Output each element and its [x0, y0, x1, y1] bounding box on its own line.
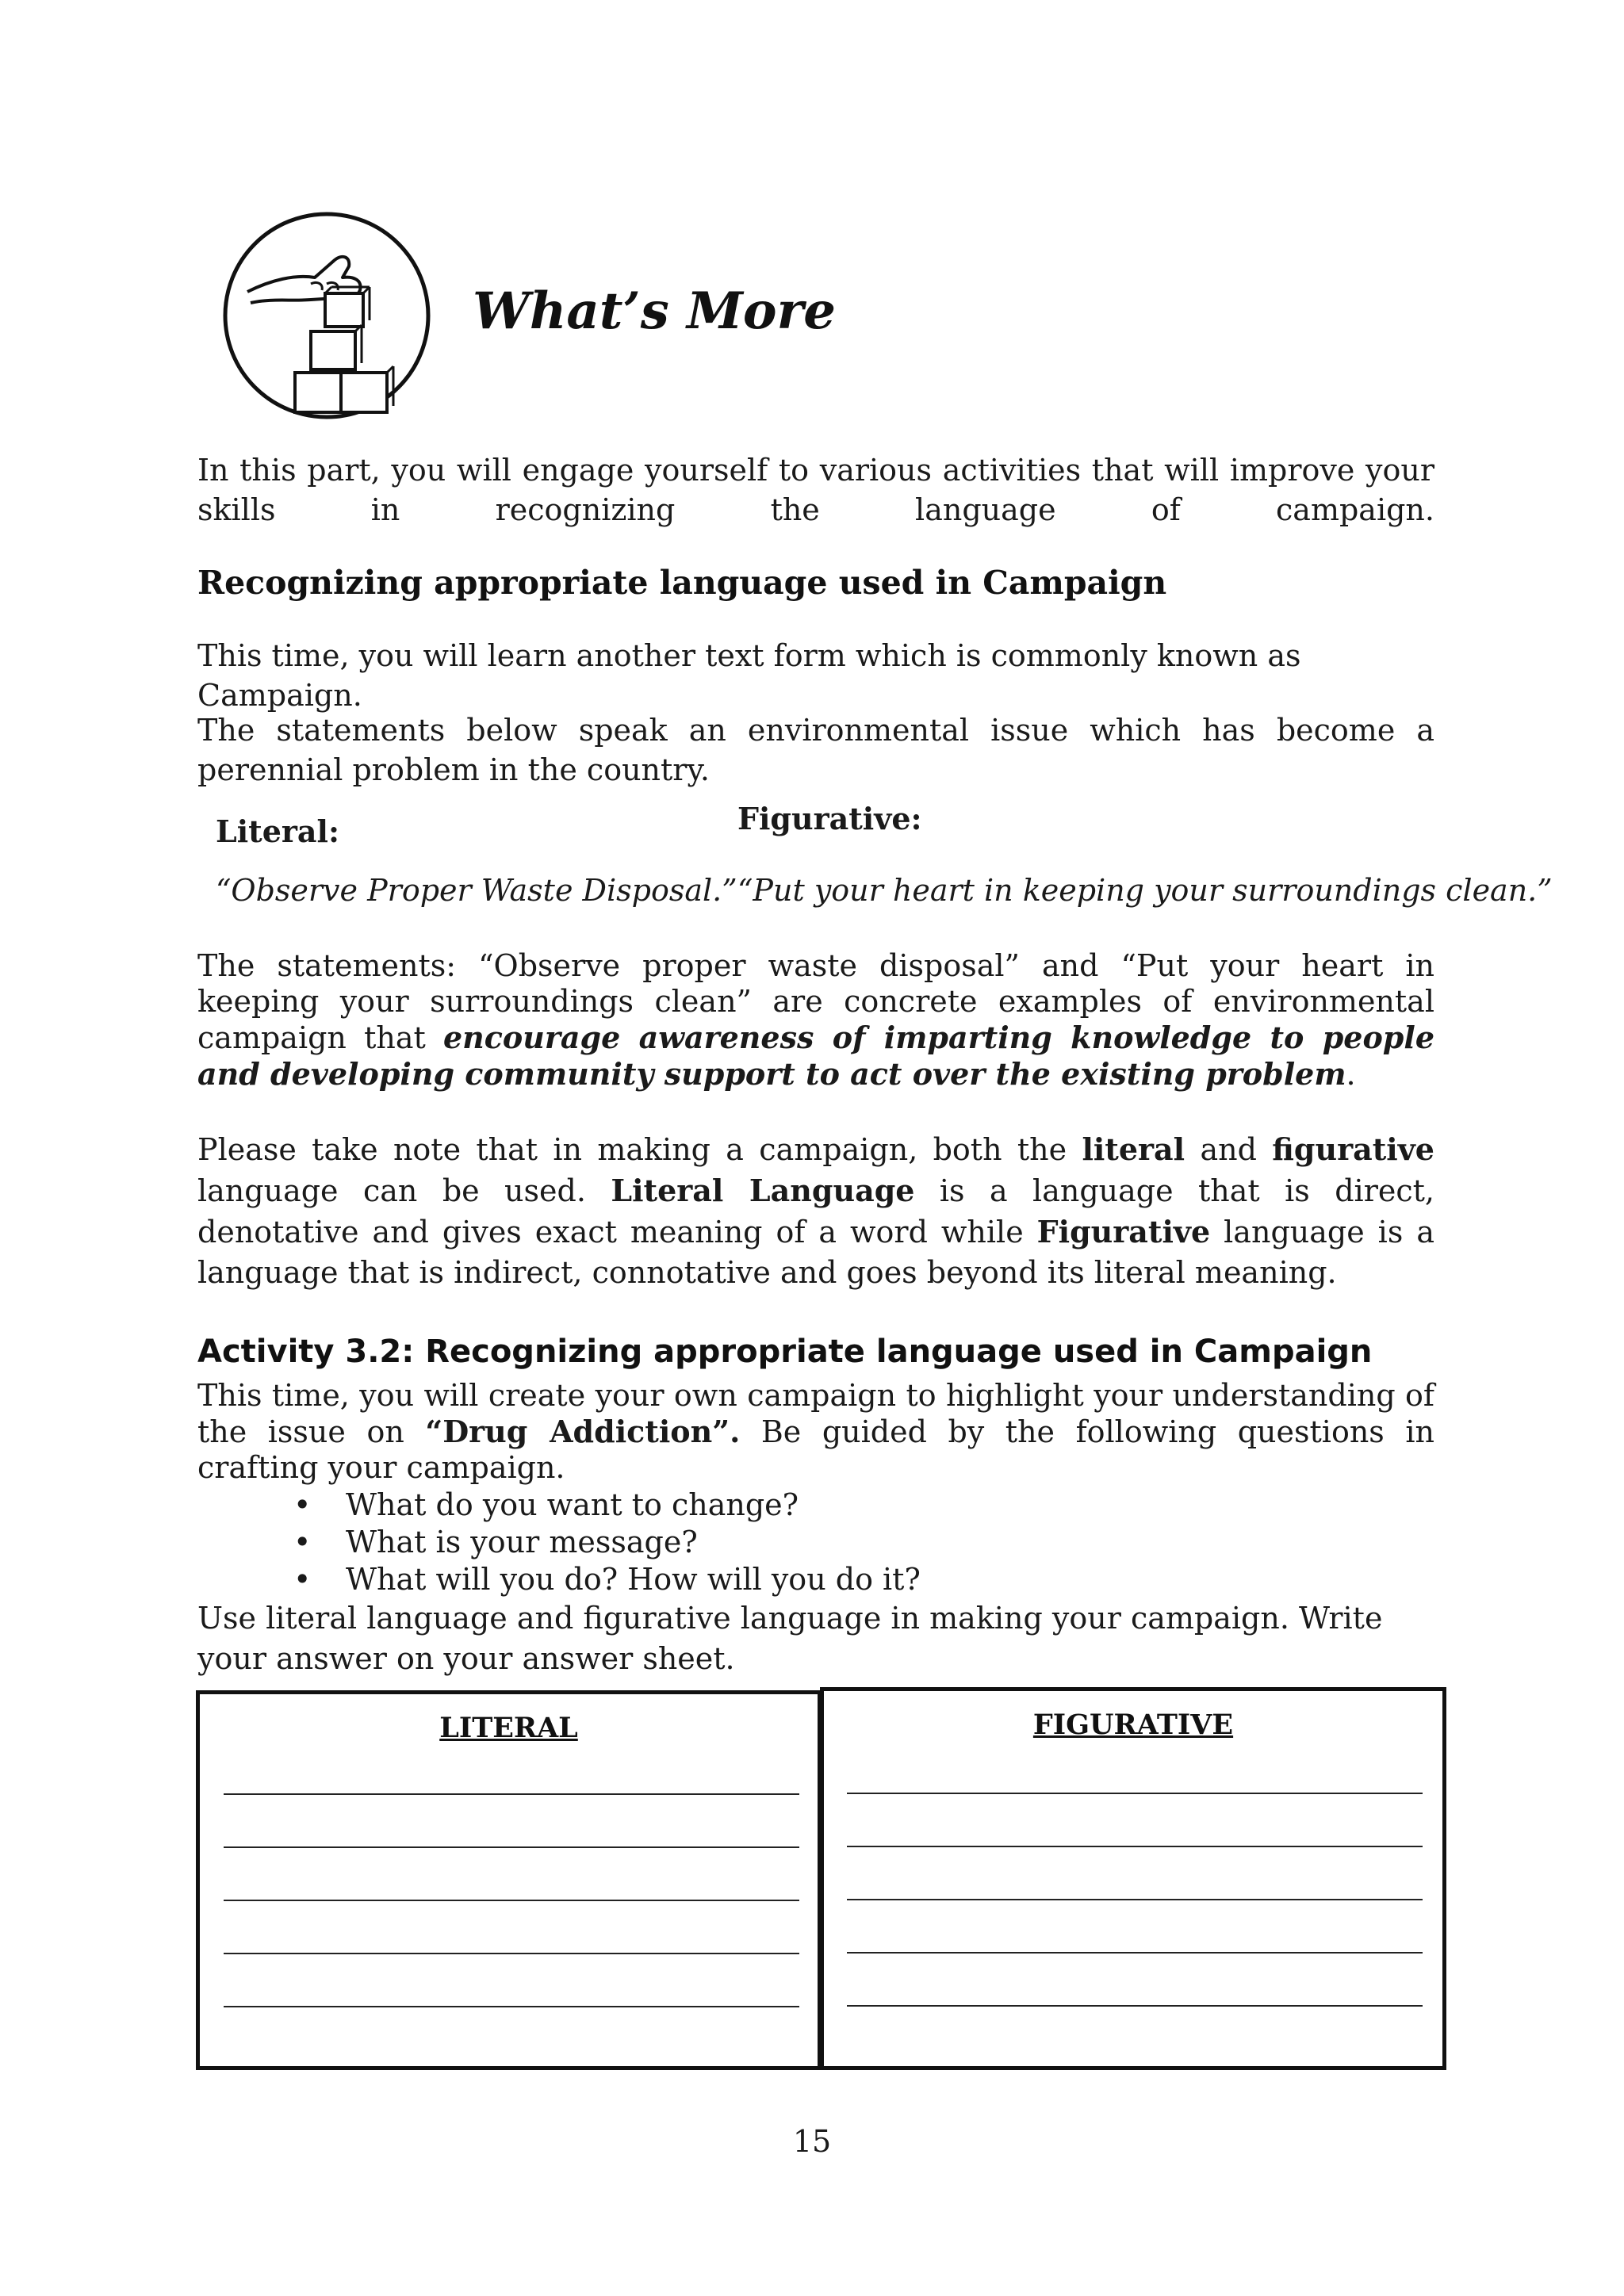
- literal-figurative-definition-paragraph: [197, 1129, 1434, 1293]
- bullet-icon: •: [293, 1525, 312, 1559]
- answer-line[interactable]: [847, 1899, 1423, 1900]
- guide-question-list: [293, 1487, 921, 1598]
- answer-line[interactable]: [847, 1793, 1423, 1794]
- def-bold-literal-language: Literal Language: [611, 1173, 915, 1208]
- literal-answer-box: [196, 1690, 822, 2070]
- activity-intro-b: Be guided by the following questions in crafting your campaign.: [197, 1414, 1434, 1485]
- bullet-icon: •: [293, 1487, 312, 1522]
- intro-paragraph: [197, 450, 1434, 530]
- answer-line[interactable]: [847, 1846, 1423, 1847]
- examples-end: .: [1346, 1057, 1356, 1092]
- def-text-1: Please take note that in making a campaign, both the: [197, 1132, 1067, 1167]
- activity-intro: [197, 1378, 1434, 1486]
- def-bold-literal: literal: [1082, 1131, 1185, 1167]
- figurative-header: FIGURATIVE: [1032, 1709, 1234, 1741]
- hand-stacking-blocks-icon: [216, 205, 438, 427]
- activity-heading: Activity 3.2: Recognizing appropriate language used in Campaign: [197, 1334, 1373, 1370]
- figurative-example: “Put your heart in keeping your surroundings clean.”: [737, 873, 1553, 908]
- examples-emphasis: encourage awareness of imparting knowledge to people and developing community support to act over the existing problem: [197, 1020, 1434, 1092]
- guide-question: What will you do? How will you do it?: [346, 1562, 921, 1597]
- def-text-2: and: [1200, 1132, 1257, 1167]
- campaign-intro-paragraph: This time, you will learn another text form which is commonly known as Campaign.: [197, 638, 1301, 713]
- def-text-5: language is a language that is indirect, connotative and goes beyond its literal meaning.: [197, 1215, 1434, 1290]
- list-item: [293, 1487, 921, 1524]
- examples-text: The statements: “Observe proper waste disposal” and “Put your heart in keeping your surroundings clean” are concrete examples of environmental campaign that: [197, 948, 1434, 1055]
- figurative-answer-box: [820, 1687, 1446, 2070]
- def-text-3: language can be used.: [197, 1173, 586, 1208]
- answer-line[interactable]: [224, 1846, 799, 1848]
- guide-question: What is your message?: [346, 1525, 698, 1559]
- def-bold-figurative-2: Figurative: [1036, 1214, 1211, 1249]
- literal-example: “Observe Proper Waste Disposal.”: [216, 873, 737, 908]
- answer-line[interactable]: [224, 1900, 799, 1901]
- page-number: 15: [792, 2124, 832, 2159]
- literal-header: LITERAL: [439, 1712, 578, 1744]
- intro-text: In this part, you will engage yourself to various activities that will improve your skills in recognizing the language of campaign.: [197, 453, 1434, 527]
- answer-line[interactable]: [847, 2005, 1423, 2007]
- bullet-icon: •: [293, 1562, 312, 1597]
- answer-line[interactable]: [224, 2006, 799, 2007]
- campaign-examples-paragraph: [197, 948, 1434, 1093]
- activity-instruction: Use literal language and figurative language in making your campaign. Write your answer on your answer sheet.: [197, 1601, 1383, 1676]
- def-text-4: is a language that is direct, denotative and gives exact meaning of a word while: [197, 1173, 1434, 1249]
- page-title: What’s More: [473, 281, 836, 341]
- figurative-label: Figurative:: [737, 801, 922, 836]
- section-heading: Recognizing appropriate language used in Campaign: [197, 564, 1167, 602]
- answer-line[interactable]: [224, 1953, 799, 1954]
- answer-line[interactable]: [224, 1793, 799, 1795]
- answer-line[interactable]: [847, 1952, 1423, 1954]
- list-item: [293, 1561, 921, 1598]
- guide-question: What do you want to change?: [346, 1487, 799, 1522]
- hand-stacking-blocks-icon-graphic: [216, 205, 438, 427]
- def-bold-figurative: figurative: [1272, 1131, 1434, 1167]
- environmental-issue-paragraph: The statements below speak an environmental issue which has become a perennial problem in the country.: [197, 713, 1434, 787]
- literal-label: Literal:: [216, 813, 339, 849]
- activity-intro-a: This time, you will create your own campaign to highlight your understanding of the issue on: [197, 1378, 1434, 1449]
- activity-topic: “Drug Addiction”.: [425, 1414, 741, 1449]
- list-item: [293, 1524, 921, 1561]
